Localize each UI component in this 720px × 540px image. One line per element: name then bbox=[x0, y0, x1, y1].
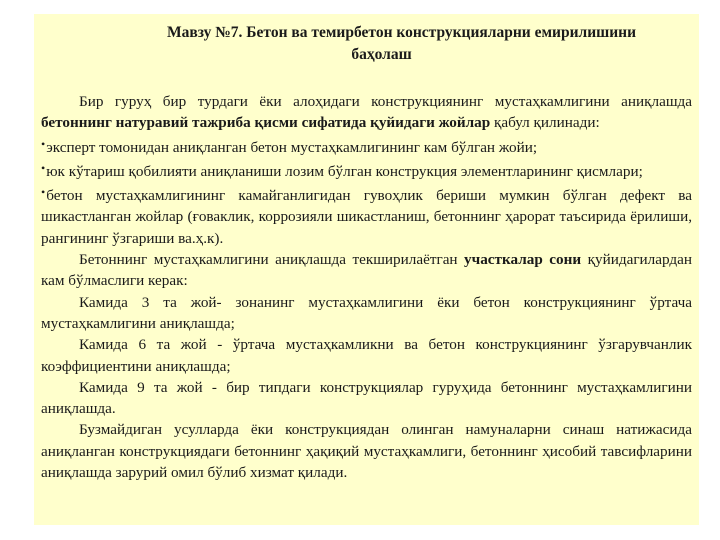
paragraph-min-3: Камида 3 та жой- зонанинг мустаҳкамлигини ёки бетон конструкциянинг ўртача мустаҳкамлигини аниқлашда; bbox=[41, 293, 692, 332]
title-line-1: Мавзу №7. Бетон ва темирбетон конструкцияларни емирилишини bbox=[166, 24, 637, 41]
bullet-item bbox=[41, 182, 692, 249]
bullet-dot-icon: • bbox=[41, 160, 46, 175]
paragraph-min-6: Камида 6 та жой - ўртача мустаҳкамликни ва бетон конструкциянинг ўзгарувчанлик коэффициентини аниқлашда; bbox=[41, 336, 692, 375]
slide bbox=[34, 14, 699, 525]
bullet-text: юк кўтариш қобилияти аниқланиши лозим бўлган конструкция элементларининг қисмлари; bbox=[46, 162, 643, 180]
paragraph-sites-text-b: қуйидагилардан кам бўлмаслиги керак: bbox=[41, 251, 692, 290]
paragraph-sites bbox=[41, 249, 692, 292]
paragraph-intro bbox=[41, 91, 692, 134]
slide-body bbox=[41, 91, 692, 483]
paragraph-sites-text-a: Бетоннинг мустаҳкамлигини аниқлашда текширилаётган bbox=[79, 251, 465, 269]
paragraph-sites-bold: участкалар сони bbox=[464, 251, 582, 269]
slide-title bbox=[34, 22, 699, 66]
paragraph-min-9: Камида 9 та жой - бир типдаги конструкциялар гуруҳида бетоннинг мустаҳкамлигини аниқлашда. bbox=[41, 378, 692, 418]
bullet-item bbox=[41, 134, 692, 158]
bullet-text: эксперт томонидан аниқланган бетон мустаҳкамлигининг кам бўлган жойи; bbox=[46, 138, 538, 156]
paragraph-conclusion: Бузмайдиган усулларда ёки конструкциядан олинган намуналарни синаш натижасида аниқланган конструкциядаги бетоннинг ҳақиқий мустаҳкамлиги, бетоннинг ҳисобий тавсифларини аниқлашда зарурий омил бўлиб хизмат қилади. bbox=[41, 421, 692, 482]
bullet-dot-icon: • bbox=[41, 136, 46, 151]
paragraph-intro-bold: бетоннинг натуравий тажриба қисми сифатида қуйидаги жойлар bbox=[41, 114, 491, 132]
paragraph-intro-text-a: Бир гуруҳ бир турдаги ёки алоҳидаги конструкциянинг мустаҳкамлигини аниқлашда bbox=[79, 93, 692, 110]
bullet-dot-icon: • bbox=[41, 185, 46, 200]
paragraph-intro-text-b: қабул қилинади: bbox=[490, 114, 600, 132]
bullet-text: бетон мустаҳкамлигининг камайганлигидан гувоҳлик бериши мумкин бўлган дефект ва шикастланган жойлар (ғоваклик, коррозияли шикастланиш, бетоннинг ҳарорат таъсирида ёрилиши, рангининг ўзгариши ва.ҳ.к). bbox=[41, 187, 692, 247]
title-line-2: баҳолаш bbox=[351, 46, 412, 63]
bullet-item bbox=[41, 158, 692, 182]
